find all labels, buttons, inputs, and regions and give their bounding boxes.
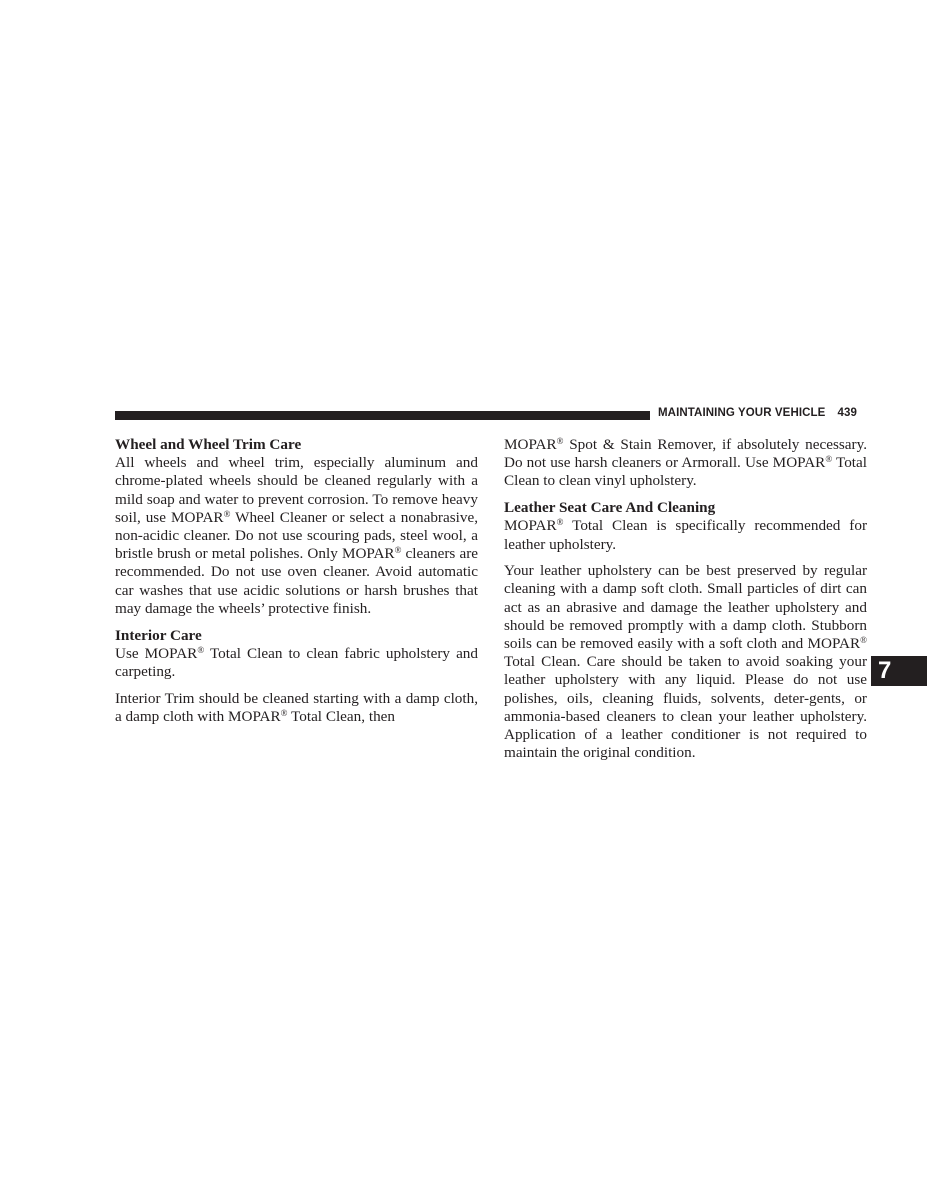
registered-mark: ® xyxy=(556,517,564,528)
interior-care-paragraph xyxy=(115,645,478,681)
text-run: Total Clean. Care should be taken to avoid soaking your leather upholstery with any liquid. Please do not use polishes, oils, cleaning fluids, solvents, deter-gents, or ammonia-based cleaners to clean your leather upholstery. Application of a leather conditioner is not required to maintain the original condition. xyxy=(504,653,867,762)
page-number: 439 xyxy=(837,407,857,419)
chapter-tab xyxy=(871,656,927,686)
registered-mark: ® xyxy=(556,436,564,446)
text-run: Total Clean, then xyxy=(287,707,395,725)
leather-care-paragraph-2 xyxy=(504,562,867,762)
text-run: Total Clean to clean fabric upholstery and carpeting. xyxy=(115,644,478,680)
text-run: MOPAR xyxy=(504,517,557,535)
text-run: Your leather upholstery can be best preserved by regular cleaning with a damp soft cloth. Small particles of dirt can act as an abrasive and damage the leather upholstery and should be removed promptly with a damp cloth. Stubborn soils can be removed easily with a soft cloth and MOPAR xyxy=(504,562,867,653)
registered-mark: ® xyxy=(394,545,402,556)
registered-mark: ® xyxy=(223,508,231,519)
registered-mark: ® xyxy=(825,454,833,465)
right-column xyxy=(504,436,867,762)
text-run: Use MOPAR xyxy=(115,644,198,662)
leather-care-paragraph-1 xyxy=(504,517,867,553)
text-run: Interior Trim should be cleaned starting with a damp cloth, a damp cloth with MOPAR xyxy=(115,689,478,725)
text-run: Total Clean is specifically recommended for leather upholstery. xyxy=(504,517,867,553)
wheel-care-paragraph xyxy=(115,454,478,618)
registered-mark: ® xyxy=(860,635,867,646)
chapter-number: 7 xyxy=(878,657,892,684)
running-header xyxy=(658,407,857,419)
registered-mark: ® xyxy=(280,707,288,718)
leather-care-heading: Leather Seat Care And Cleaning xyxy=(504,499,716,517)
registered-mark: ® xyxy=(197,644,205,655)
text-run: All wheels and wheel trim, especially aluminum and chrome-plated wheels should be cleaned regularly with a mild soap and water to prevent corrosion. To remove heavy soil, use MOPAR xyxy=(115,454,478,526)
section-title: MAINTAINING YOUR VEHICLE xyxy=(658,407,826,419)
wheel-care-heading: Wheel and Wheel Trim Care xyxy=(115,436,302,453)
interior-care-heading: Interior Care xyxy=(115,626,202,644)
header-rule xyxy=(115,411,650,420)
text-run: Total Clean to clean vinyl upholstery. xyxy=(504,454,867,490)
text-run: cleaners are recommended. Do not use oven cleaner. Avoid automatic car washes that use acidic solutions or harsh brushes that may damage the wheels’ protective finish. xyxy=(115,545,478,617)
interior-trim-continued-paragraph xyxy=(504,436,867,491)
text-run: MOPAR xyxy=(504,436,557,453)
interior-trim-paragraph xyxy=(115,690,478,726)
text-run: Wheel Cleaner or select a nonabrasive, non-acidic cleaner. Do not use scouring pads, steel wool, a bristle brush or metal polishes. Only MOPAR xyxy=(115,508,478,563)
left-column xyxy=(115,436,478,726)
text-run: Spot & Stain Remover, if absolutely necessary. Do not use harsh cleaners or Armorall. Use MOPAR xyxy=(504,436,867,472)
